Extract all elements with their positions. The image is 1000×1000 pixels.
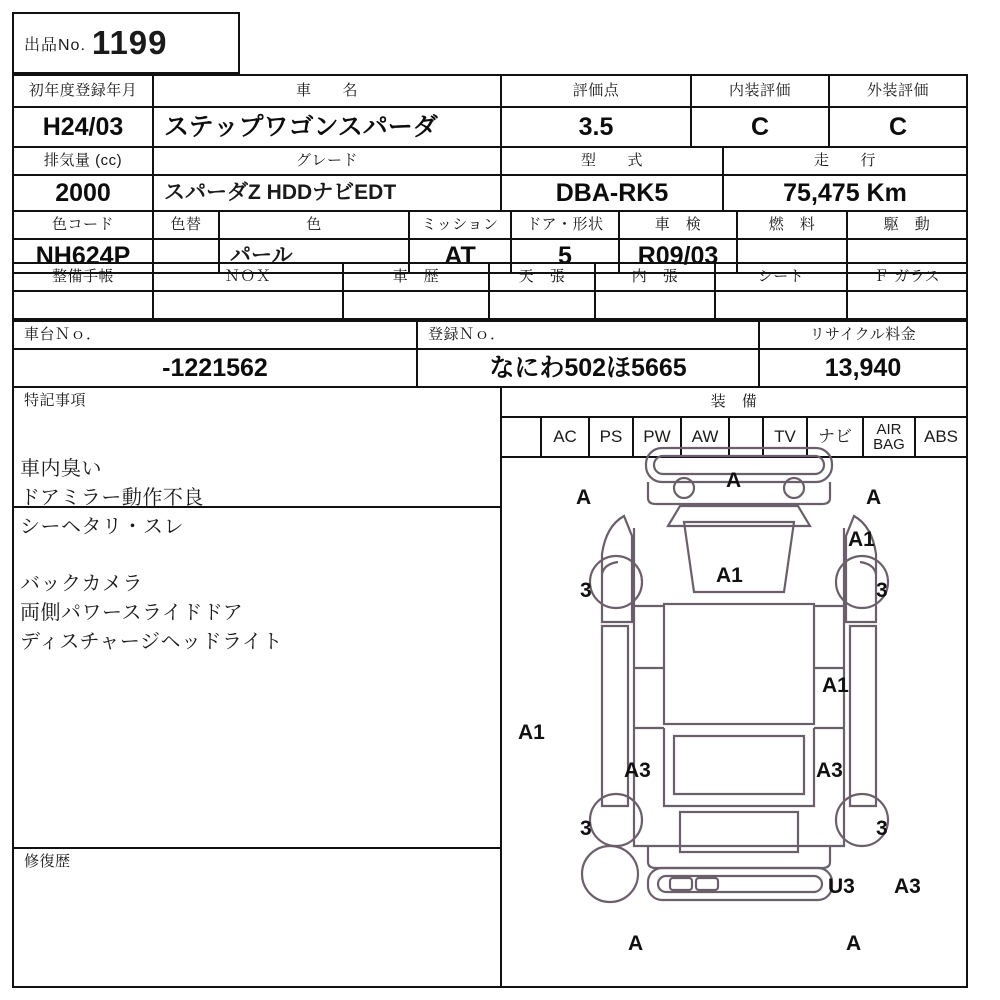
note-line: ディスチャージヘッドライト [20,631,283,653]
label-inspection: 車 検 [618,210,738,240]
label-interior-score: 内装評価 [690,74,830,108]
damage-mark: A1 [518,721,545,744]
note-line: シーヘタリ・スレ [20,516,184,538]
equipment-cell-ps[interactable]: PS [588,416,634,458]
label-grade: グレード [152,146,502,176]
value-seat [714,290,848,320]
value-doors: 5 [510,238,620,274]
label-service-book: 整備手帳 [12,262,154,292]
label-model-code: 型 式 [500,146,724,176]
value-service-book [12,290,154,320]
value-grade-score: 3.5 [500,106,692,148]
value-lining [594,290,716,320]
label-grade-score: 評価点 [500,74,692,108]
damage-mark: A [866,486,882,509]
notes-group-1 [20,455,480,542]
damage-mark: A [846,932,862,955]
repair-history-box [12,847,502,988]
value-first-registration: H24/03 [12,106,154,148]
equipment-cell-navi[interactable]: ナビ [806,416,864,458]
value-displacement: 2000 [12,174,154,212]
damage-mark: A3 [894,875,921,898]
value-chassis-no: -1221562 [12,348,418,388]
value-nox [152,290,344,320]
damage-mark: U3 [828,875,855,898]
repair-history-title: 修復歴 [24,853,71,870]
label-fuel: 燃 料 [736,210,848,240]
label-displacement: 排気量 (cc) [12,146,154,176]
damage-mark: 3 [580,817,592,840]
value-interior-score: C [690,106,830,148]
label-color: 色 [218,210,410,240]
label-nox: ＮＯＸ [152,262,344,292]
lot-number-label: 出品No. [24,36,86,54]
note-line: ドアミラー動作不良 [20,487,204,509]
note-line: バックカメラ [20,573,143,595]
damage-marks-layer [498,376,956,955]
label-history: 車 歴 [342,262,490,292]
label-exterior-score: 外装評価 [828,74,968,108]
value-model-code: DBA-RK5 [500,174,724,212]
damage-mark: A3 [816,759,843,782]
label-chassis-no: 車台Ｎｏ． [12,320,418,350]
damage-mark: 3 [876,579,888,602]
equipment-cell-abs[interactable]: ABS [914,416,968,458]
damage-mark: 3 [876,817,888,840]
value-mileage: 75,475 Km [722,174,968,212]
notes-group-2 [20,570,480,657]
value-ceiling [488,290,596,320]
damage-mark: A1 [822,674,849,697]
label-registration-no: 登録Ｎｏ． [416,320,760,350]
damage-mark: A1 [716,564,743,587]
value-exterior-score: C [828,106,968,148]
airbag-line-1: AIR [876,421,902,438]
lot-number-box [12,12,240,74]
value-color-code: NH624P [12,238,154,274]
value-registration-no: なにわ502ほ5665 [416,348,760,388]
damage-mark: A1 [848,528,875,551]
label-ceiling: 天 張 [488,262,596,292]
value-history [342,290,490,320]
notes-title: 特記事項 [24,392,87,409]
equipment-cell-aw[interactable]: AW [680,416,730,458]
label-color-code: 色コード [12,210,154,240]
lot-number-value: 1199 [91,24,168,61]
damage-mark: A [576,486,592,509]
damage-mark: A3 [624,759,651,782]
equipment-cell-ac[interactable]: AC [540,416,590,458]
label-first-registration: 初年度登録年月 [12,74,154,108]
value-grade: スパーダZ HDDナビEDT [152,174,502,212]
equipment-cell-tv[interactable]: TV [762,416,808,458]
label-recycle-fee: リサイクル料金 [758,320,968,350]
label-mission: ミッション [408,210,512,240]
damage-mark: A [628,932,644,955]
note-line: 車内臭い [20,458,102,480]
label-drive: 駆 動 [846,210,968,240]
value-front-glass [846,290,968,320]
equipment-cell-pw[interactable]: PW [632,416,682,458]
airbag-line-2: BAG [873,436,905,453]
value-color: パール [218,238,410,274]
equipment-title: 装 備 [500,386,968,418]
label-front-glass: Ｆ ガラス [846,262,968,292]
label-car-name: 車 名 [152,74,502,108]
label-repaint: 色替 [152,210,220,240]
label-doors: ドア・形状 [510,210,620,240]
notes-divider [12,506,502,508]
label-lining: 内 張 [594,262,716,292]
damage-mark: A [726,469,742,492]
note-line: 両側パワースライドドア [20,602,244,624]
label-seat: シート [714,262,848,292]
value-car-name: ステップワゴンスパーダ [152,106,502,148]
value-inspection: R09/03 [618,238,738,274]
value-recycle-fee: 13,940 [758,348,968,388]
label-mileage: 走 行 [722,146,968,176]
value-mission: AT [408,238,512,274]
damage-mark: 3 [580,579,592,602]
